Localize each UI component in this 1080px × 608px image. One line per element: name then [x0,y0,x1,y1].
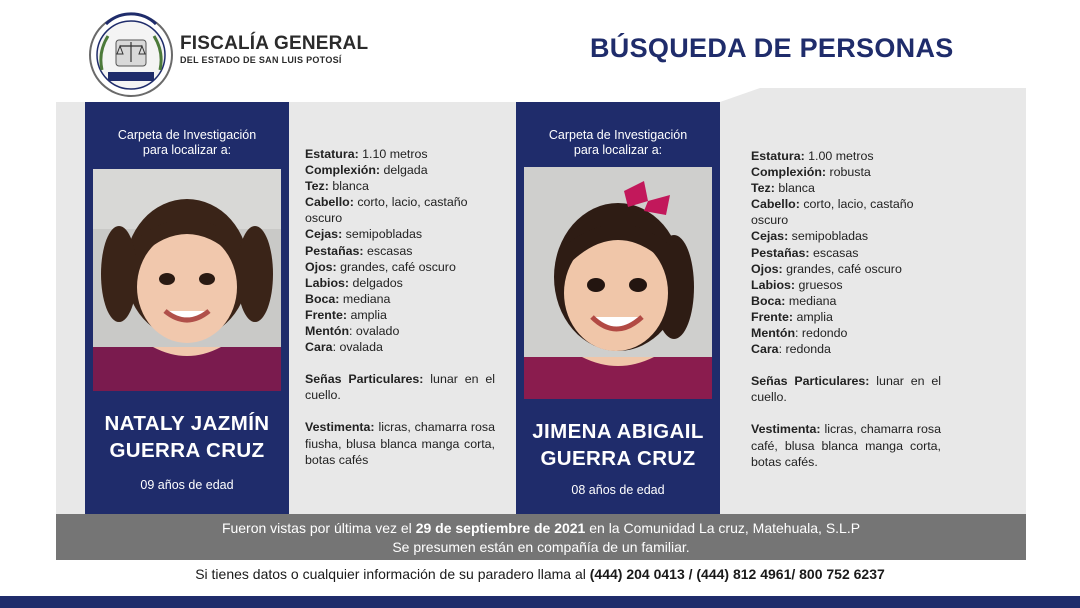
clothes-label: Vestimenta: [751,422,821,437]
person-card-2 [516,102,720,514]
trait-label: Ojos: [305,259,337,274]
trait-row [305,259,495,275]
clothing [305,419,495,467]
trait-row [751,148,941,164]
name-line: GUERRA CRUZ [540,447,696,470]
trait-row [751,228,941,244]
trait-row [305,275,495,291]
spacer [305,355,495,371]
trait-label: Tez: [305,179,329,194]
person-age: 08 años de edad [571,483,665,497]
trait-label: Cabello: [305,195,354,210]
trait-label: Mentón [305,324,350,339]
trait-label: Labios: [305,275,350,290]
person-card-1 [85,102,289,514]
trait-value: blanca [328,179,369,194]
contact-prefix: Si tienes datos o cualquier información de su paradero llama al [195,566,590,582]
trait-value: grandes, café oscuro [782,261,902,276]
caption-line: para localizar a: [573,143,663,157]
card-caption [516,128,720,158]
trait-value: : ovalado [349,324,400,339]
last-seen-date: 29 de septiembre de 2021 [415,520,586,536]
trait-value: grandes, café oscuro [336,259,456,274]
trait-value: robusta [826,165,871,180]
marks-value: lunar en el cuello. [305,372,495,403]
footer-strip [0,596,1080,608]
clothes-label: Vestimenta: [305,420,375,435]
trait-value: corto, lacio, castaño oscuro [305,195,468,226]
last-seen-bar [56,514,1026,560]
clothing [751,421,941,469]
trait-value: 1.10 metros [358,147,428,161]
distinguishing-marks [305,371,495,403]
panel-tab-decoration [720,88,1026,102]
contact-phones: (444) 204 0413 / (444) 812 4961/ 800 752 6237 [589,566,885,582]
last-seen-line [56,519,1026,538]
clothes-value: licras, chamarra rosa café, blusa blanca manga corta, botas cafés. [751,422,941,469]
trait-value: amplia [793,309,833,324]
trait-row [305,243,495,259]
trait-label: Frente: [305,307,347,322]
company-note: Se presumen están en compañía de un familiar. [392,539,690,555]
trait-label: Cabello: [751,197,800,212]
trait-row [305,323,495,339]
trait-value: delgada [380,163,428,178]
trait-label: Boca: [305,291,340,306]
trait-label: Cejas: [751,229,789,244]
agency-block [180,34,368,65]
spacer [751,357,941,373]
name-line: GUERRA CRUZ [109,439,265,462]
trait-label: Tez: [751,181,775,196]
last-seen-place: en la Comunidad La cruz, Matehuala, S.L.P [585,520,861,536]
trait-value: 1.00 metros [804,149,874,163]
person-age: 09 años de edad [140,478,234,492]
trait-label: Ojos: [751,261,783,276]
caption-line: Carpeta de Investigación [548,128,688,142]
trait-label: Cara [305,340,333,355]
trait-row [305,226,495,242]
marks-label: Señas Particulares: [751,374,870,389]
trait-row [305,291,495,307]
trait-row [751,180,941,196]
distinguishing-marks [751,373,941,405]
girl-photo [524,167,712,399]
trait-value: : ovalada [332,340,383,355]
trait-label: Cara [751,342,779,357]
trait-value: mediana [785,293,837,308]
marks-label: Señas Particulares: [305,372,424,387]
trait-row [751,341,941,357]
trait-value: gruesos [795,277,843,292]
trait-label: Complexión: [305,163,381,178]
trait-label: Frente: [751,309,793,324]
trait-row [751,277,941,293]
last-seen-prefix: Fueron vistas por última vez el [221,520,416,536]
trait-label: Boca: [751,293,786,308]
trait-row [751,309,941,325]
trait-label: Pestañas: [751,245,810,260]
caption-line: para localizar a: [142,143,232,157]
clothes-value: licras, chamarra rosa fiusha, blusa blanca manga corta, botas cafés [305,420,495,467]
trait-row [305,178,495,194]
trait-row [305,307,495,323]
name-line: JIMENA ABIGAIL [532,420,704,443]
trait-value: escasas [363,243,413,258]
trait-label: Estatura: [751,149,805,163]
header [0,0,1080,100]
trait-row [751,245,941,261]
trait-row [751,261,941,277]
spacer [751,405,941,421]
trait-value: corto, lacio, castaño oscuro [751,197,914,228]
card-caption [85,128,289,158]
trait-label: Estatura: [305,147,359,161]
spacer [305,403,495,419]
caption-line: Carpeta de Investigación [117,128,257,142]
trait-row [751,196,941,228]
trait-label: Pestañas: [305,243,364,258]
trait-row [305,194,495,226]
state-seal-logo [88,12,174,98]
girl-photo [93,169,281,391]
trait-row [305,146,495,162]
agency-name: FISCALÍA GENERAL [180,33,369,54]
trait-label: Labios: [751,277,796,292]
trait-row [751,325,941,341]
trait-value: : redonda [778,342,831,357]
trait-value: escasas [809,245,859,260]
person-description-2 [751,148,941,470]
marks-value: lunar en el cuello. [751,374,941,405]
trait-value: amplia [347,307,387,322]
trait-row [751,164,941,180]
agency-subtitle: DEL ESTADO DE SAN LUIS POTOSÍ [180,55,342,65]
contact-line [0,566,1080,582]
trait-row [305,162,495,178]
page-title: BÚSQUEDA DE PERSONAS [590,33,954,63]
name-line: NATALY JAZMÍN [104,412,270,435]
trait-value: delgados [349,275,403,290]
trait-value: semipobladas [342,227,423,242]
trait-value: semipobladas [788,229,869,244]
trait-label: Mentón [751,326,796,341]
person-description-1 [305,146,495,468]
trait-row [305,339,495,355]
trait-label: Complexión: [751,165,827,180]
trait-row [751,293,941,309]
person-name [516,418,720,472]
trait-value: mediana [339,291,391,306]
trait-value: blanca [774,181,815,196]
person-name [85,410,289,464]
trait-value: : redondo [795,326,848,341]
trait-label: Cejas: [305,227,343,242]
